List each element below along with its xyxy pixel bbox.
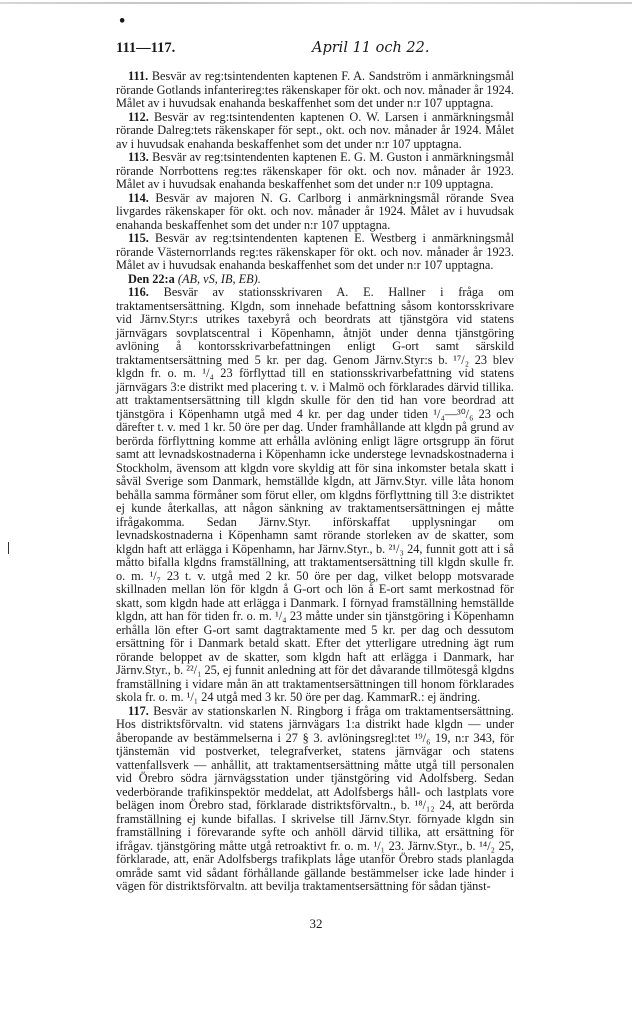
case-paragraph (116, 232, 514, 273)
session-members: (AB, vS, IB, EB). (177, 271, 261, 286)
body-text (116, 70, 514, 894)
case-number: 115. (128, 231, 149, 245)
case-text: Besvär av reg:tsintendenten kaptenen E. Westberg i anmärkningsmål rörande Västernorrlands reg:tes räkenskaper för okt. och nov. månader år 1923. Målet av i huvudsak enahanda beskaffenhet som det under n:r 107 upptagna. (116, 231, 514, 272)
case-number: 114. (128, 190, 149, 205)
case-paragraph (116, 192, 514, 233)
case-number: 116. (128, 285, 149, 299)
session-date: Den 22:a (128, 271, 175, 286)
case-text: Besvär av reg:tsintendenten kaptenen F. A. Sandström i anmärkningsmål rörande Gotlands infanterireg:tes räkenskaper för okt. och nov. månader år 1924. Målet av i huvudsak enahanda beskaffenhet som det under n:r 107 upptagna. (116, 69, 514, 110)
case-paragraph (116, 111, 514, 152)
case-number: 112. (128, 109, 149, 124)
case-number: 113. (128, 150, 149, 164)
case-paragraph (116, 705, 514, 894)
case-paragraph (116, 70, 514, 111)
page-date: April 11 och 22. (312, 40, 430, 56)
ink-mark: • (118, 14, 127, 29)
session-heading (116, 273, 514, 287)
case-text: Besvär av stationskarlen N. Ringborg i fråga om traktamentsersättning. Hos distriktsförvaltn. vid statens järnvägars 1:a distrikt hade klgdn — under åberopande av bestämmelserna i 27 § 3. avlöningsregl:tet ¹⁹/₆ 19, n:r 343, för tjänstemän vid postverket, telegrafverket, statens järnvägar och statens vattenfallsverk — anhållit, att traktamentsersättning måtte utgå till personalen vid Örebro södra järnvägsstation under tjänstgöring vid Adolfsberg. Sedan vederbörande trafikinspektör meddelat, att Adolfsbergs håll- och lastplats vore belägen inom Örebro stad, förklarade distriktsförvaltn., b. ¹⁸/₁₂ 24, att berörda framställning ej kunde bifallas. I skrivelse till Järnv.Styr. förnyade klgdn sin framställning i förevarande syfte och anhöll därvid tillika, att ersättning för ifrågav. tjänstgöring måtte utgå retroaktivt fr. o. m. ¹/₁ 23. Järnv.Styr., b. ¹⁴/₂ 25, förklarade, att, enär Adolfsbergs trafikplats låge utanför Örebro stads planlagda område samt vid sådant förhållande gällande bestämmelser icke lade hinder i vägen för distriktsförvaltn. att bevilja traktamentsersättning för sådan tjänst- (116, 703, 514, 893)
margin-mark (8, 542, 9, 554)
case-text: Besvär av majoren N. G. Carlborg i anmärkningsmål rörande Svea livgardes räkenskaper för okt. och nov. månader år 1924. Målet av i huvudsak enahanda beskaffenhet som det under n:r 107 upptagna. (116, 190, 514, 232)
case-text: Besvär av reg:tsintendenten kaptenen E. G. M. Guston i anmärkningsmål rörande Norrbottens reg:tes räkenskaper för okt. och nov. månader år 1923. Målet av i huvudsak enahanda beskaffenhet som det under n:r 109 upptagna. (116, 150, 514, 191)
case-number: 117. (128, 703, 149, 718)
case-text: Besvär av reg:tsintendenten kaptenen O. W. Larsen i anmärkningsmål rörande Dalreg:tets räkenskaper för sept., okt. och nov. månader år 1924. Målet av i huvudsak enahanda beskaffenhet som det under n:r 107 upptagna. (116, 109, 514, 151)
scan-edge-line (0, 2, 632, 4)
running-head (116, 40, 514, 58)
case-text: Besvär av stationsskrivaren A. E. Hallner i fråga om traktamentsersättning. Klgdn, som innehade befattning såsom kontorsskrivare vid Järnv.Styr:s utrikes taxebyrå och beordrats att tjänstgöra vid statens järnvägars sovplatscentral i Köpenhamn, åtnjöt under denna tjänstgöring avlöning å kontorsskrivarbefattningen enligt G-ort samt särskild traktamentsersättning med 5 kr. per dag. Genom Järnv.Styr:s b. ¹⁷/₂ 23 blev klgdn fr. o. m. ¹/₄ 23 förflyttad till en stationsskrivarbefattning vid statens järnvägars 3:e distrikt med placering t. v. i Malmö och förklarades därvid tillika. att traktamentsersättning till klgdn skulle för den tid han vore beordrad att tjänstgöra i Köpenhamn utgå med 4 kr. per dag under tiden ¹/₄—³⁰/₆ 23 och därefter t. v. med 1 kr. 50 öre per dag. Under framhållande att klgdn på grund av berörda förflyttning komme att erhålla avlöning enligt lägre ortsgrupp än förut samt att levnadskostnaderna i Köpenhamn icke understege levnadskostnaderna i Stockholm, ävensom att klgdn vore skyldig att för sina inkomster betala skatt i såväl Sverige som Danmark, hemställde klgdn, att Järnv.Styr. ville låta honom behålla samma förmåner som förut eller, om klgdns förflyttning till 3:e distriktet ej kunde återkallas, att någon sänkning av traktamentsersättningen ej måtte ifrågakomma. Sedan Järnv.Styr. införskaffat upplysningar om levnadskostnaderna i Köpenhamn samt rörande storleken av de skatter, som klgdn haft att erlägga i Köpenhamn, har Järnv.Styr., b. ²¹/₃ 24, funnit gott att i så måtto bifalla klgdns framställning, att traktamentsersättning till klgdn skulle fr. o. m. ¹/₇ 23 t. v. utgå med 2 kr. 50 öre per dag, vilket belopp motsvarade skillnaden mellan lön för klgdn å G-ort och lön å E-ort samt merkostnad för skatt, som klgdn hade att erlägga i Danmark. I förnyad framställning hemställde klgdn, att han för tiden fr. o. m. ¹/₄ 23 måtte under sin tjänstgöring i Köpenhamn erhålla lön efter G-ort samt dagtraktamente med 5 kr. per dag och dessutom ersättning för i Danmark betald skatt. Efter det ytterligare utredning ägt rum rörande beloppet av de skatter, som klgdn haft att erlägga i Danmark, har Järnv.Styr., b. ²²/₁ 25, ej funnit anledning att för det dåvarande tillmötesgå klgdns framställning i vidare mån än att traktamentsersättningen till honom förklarades skola fr. o. m. ¹/₁ 24 utgå med 3 kr. 50 öre per dag. KammarR.: ej ändring. (116, 285, 515, 704)
case-paragraph (116, 151, 514, 192)
case-number: 111. (128, 69, 149, 83)
case-paragraph (116, 286, 514, 705)
page-number: 32 (309, 916, 323, 931)
case-range: 111—117. (116, 40, 176, 56)
